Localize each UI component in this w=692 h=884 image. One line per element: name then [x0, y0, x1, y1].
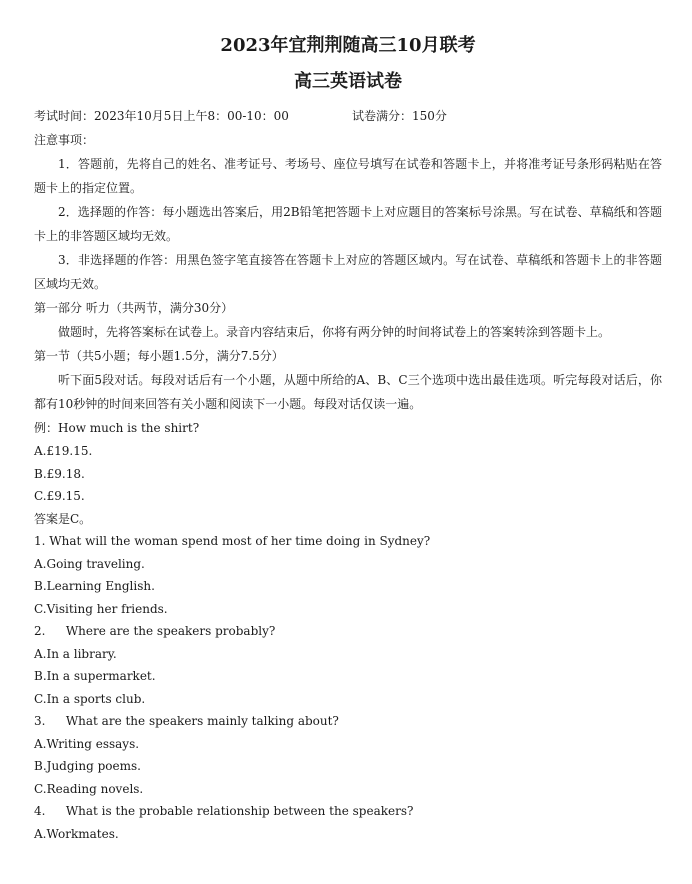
question-3-option-a: A.Writing essays. [34, 736, 140, 751]
note-item-1: 1．答题前，先将自己的姓名、准考证号、考场号、座位号填写在试卷和答题卡上，并将准考证号条形码粘贴在答题卡上的指定位置。 [34, 157, 662, 195]
question-1-option-a: A.Going traveling. [34, 556, 145, 571]
example-option-b: B.£9.18. [34, 466, 85, 481]
exam-time: 考试时间：2023年10月5日上午8：00-10：00 [34, 109, 289, 123]
question-3-option-b: B.Judging poems. [34, 759, 141, 773]
exam-score: 试卷满分：150分 [352, 109, 447, 123]
question-2-number: 2. [34, 624, 46, 638]
question-2 [34, 620, 662, 643]
example-question: 例：How much is the shirt? [34, 421, 200, 435]
example-option-c: C.£9.15. [34, 489, 85, 503]
question-3 [34, 710, 662, 733]
exam-info [34, 104, 662, 128]
question-1 [34, 530, 662, 553]
question-2-option-a: A.In a library. [34, 646, 117, 661]
part1-instruction: 做题时，先将答案标在试卷上。录音内容结束后，你将有两分钟的时间将试卷上的答案转涂到答题卡上。 [58, 325, 611, 339]
question-2-option-b: B.In a supermarket. [34, 669, 156, 683]
section1-instruction: 听下面5段对话。每段对话后有一个小题，从题中所给的A、B、C三个选项中选出最佳选项。听完每段对话后，你都有10秒钟的时间来回答有关小题和阅读下一小题。每段对话仅读一遍。 [34, 373, 662, 411]
question-1-number: 1. [34, 534, 46, 548]
question-4-text: What is the probable relationship between the speakers? [65, 804, 414, 818]
exam-title: 2023年宜荆荆随高三10月联考 [220, 35, 476, 56]
question-1-option-b: B.Learning English. [34, 579, 155, 593]
question-4-number: 4. [34, 804, 46, 818]
example-answer: 答案是C。 [34, 511, 92, 526]
question-3-text: What are the speakers mainly talking about? [65, 714, 339, 728]
note-item-2: 2．选择题的作答：每小题选出答案后，用2B铅笔把答题卡上对应题目的答案标号涂黑。写在试卷、草稿纸和答题卡上的非答题区域均无效。 [34, 205, 662, 243]
notes-heading: 注意事项： [34, 133, 95, 147]
example-option-a: A.£19.15. [34, 444, 93, 458]
question-3-option-c: C.Reading novels. [34, 781, 144, 796]
question-4-option-a: A.Workmates. [34, 826, 119, 841]
question-4 [34, 800, 662, 823]
question-1-text: What will the woman spend most of her time doing in Sydney? [49, 534, 431, 548]
section1-heading: 第一节（共5小题；每小题1.5分，满分7.5分） [34, 349, 284, 363]
part1-heading: 第一部分 听力（共两节，满分30分） [34, 301, 234, 315]
exam-subtitle: 高三英语试卷 [294, 71, 402, 92]
question-1-option-c: C.Visiting her friends. [34, 601, 168, 616]
question-2-text: Where are the speakers probably? [65, 624, 276, 638]
note-item-3: 3．非选择题的作答：用黑色签字笔直接答在答题卡上对应的答题区域内。写在试卷、草稿纸和答题卡上的非答题区域均无效。 [34, 253, 662, 291]
question-2-option-c: C.In a sports club. [34, 691, 146, 706]
question-3-number: 3. [34, 714, 46, 728]
